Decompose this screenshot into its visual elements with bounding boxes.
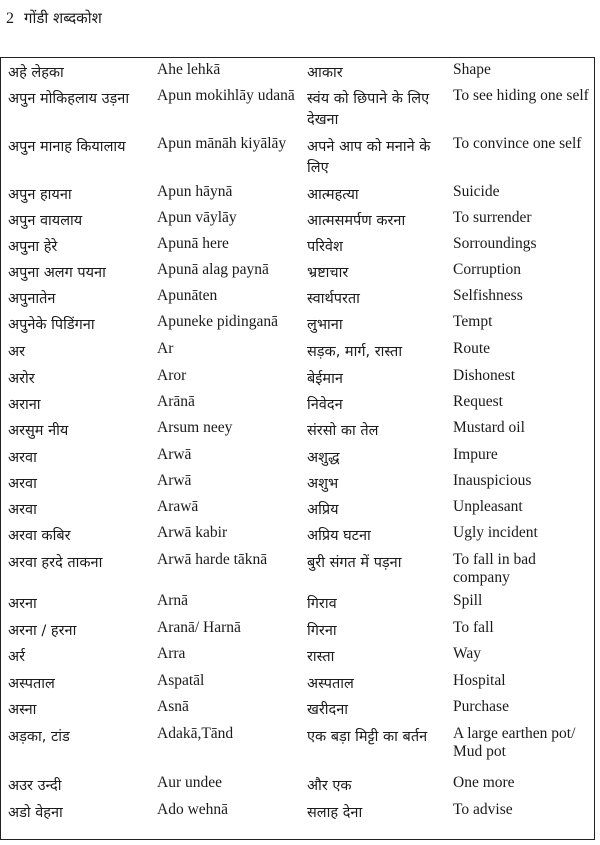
table-row	[1, 619, 594, 645]
gondi-term: अस्पताल	[8, 676, 55, 692]
english-meaning: Shape	[453, 61, 491, 78]
running-title: गोंडी शब्दकोश	[24, 9, 102, 27]
english-meaning: Mustard oil	[453, 419, 525, 436]
english-meaning: Corruption	[453, 261, 522, 278]
hindi-meaning: अपने आप को मनाने के लिए	[307, 139, 431, 176]
english-meaning: Selfishness	[453, 287, 523, 304]
roman-transliteration: Adakā,Tānd	[157, 725, 234, 742]
english-meaning: Dishonest	[453, 367, 515, 384]
hindi-meaning: स्वार्थपरता	[307, 291, 360, 307]
table-row	[1, 393, 594, 419]
roman-transliteration: Arra	[157, 645, 186, 662]
roman-transliteration: Arwā harde tāknā	[157, 551, 268, 568]
dictionary-rows	[1, 61, 594, 827]
gondi-term: अउर उन्दी	[8, 778, 62, 794]
hindi-meaning: सलाह देना	[307, 805, 363, 821]
gondi-term: अपुन मानाह कियालाय	[8, 139, 126, 155]
roman-transliteration: Aror	[157, 367, 187, 384]
roman-transliteration: Ahe lehkā	[157, 61, 221, 78]
gondi-term: अरवा हरदे ताकना	[8, 555, 103, 571]
roman-transliteration: Aur undee	[157, 774, 222, 791]
english-meaning: Purchase	[453, 698, 509, 715]
english-meaning: To convince one self	[453, 135, 582, 152]
gondi-term: अर्र	[8, 649, 26, 665]
table-row	[1, 592, 594, 619]
roman-transliteration: Arawā	[157, 498, 199, 515]
table-row	[1, 367, 594, 393]
roman-transliteration: Apuneke pidinganā	[157, 313, 278, 330]
table-row	[1, 419, 594, 446]
english-meaning: To advise	[453, 801, 513, 818]
gondi-term: अपुनातेन	[8, 291, 56, 307]
roman-transliteration: Apun mokihlāy udanā	[157, 87, 295, 104]
hindi-meaning: गिराव	[307, 596, 337, 612]
table-row	[1, 551, 594, 592]
dictionary-table	[0, 57, 595, 840]
page-number: 2	[6, 10, 14, 27]
english-meaning: Unpleasant	[453, 498, 523, 515]
english-meaning: Impure	[453, 446, 498, 463]
hindi-meaning: एक बड़ा मिट्टी का बर्तन	[307, 729, 428, 745]
hindi-meaning: रास्ता	[307, 649, 335, 665]
english-meaning: One more	[453, 774, 515, 791]
roman-transliteration: Asnā	[157, 698, 189, 715]
gondi-term: अर	[8, 344, 26, 360]
hindi-meaning: अप्रिय	[307, 502, 339, 518]
gondi-term: अराना	[8, 397, 41, 413]
table-row	[1, 446, 594, 472]
english-meaning: Hospital	[453, 672, 506, 689]
roman-transliteration: Apunāten	[157, 287, 218, 304]
gondi-term: अरसुम नीय	[8, 423, 69, 439]
hindi-meaning: अशुभ	[307, 476, 339, 492]
roman-transliteration: Ar	[157, 340, 174, 357]
english-meaning: Way	[453, 645, 482, 662]
english-meaning: Suicide	[453, 183, 500, 200]
hindi-meaning: स्वंय को छिपाने के लिए देखना	[307, 91, 430, 128]
gondi-term: अस्ना	[8, 702, 37, 718]
gondi-term: अड़का, टांड	[8, 729, 70, 745]
roman-transliteration: Apunā here	[157, 235, 229, 252]
table-row	[1, 672, 594, 698]
roman-transliteration: Arwā kabir	[157, 524, 228, 541]
hindi-meaning: भ्रष्टाचार	[307, 265, 349, 281]
english-meaning: Ugly incident	[453, 524, 538, 541]
english-meaning: Sorroundings	[453, 235, 537, 252]
hindi-meaning: संरसो का तेल	[307, 423, 379, 439]
table-row	[1, 698, 594, 725]
table-row	[1, 524, 594, 551]
english-meaning: Tempt	[453, 313, 493, 330]
table-row	[1, 235, 594, 261]
table-row	[1, 725, 594, 774]
roman-transliteration: Aspatāl	[157, 672, 205, 689]
gondi-term: अपुन मोकिहलाय उड़ना	[8, 91, 130, 107]
gondi-term: अपुन हायना	[8, 187, 72, 203]
roman-transliteration: Apun vāylāy	[157, 209, 237, 226]
gondi-term: अरना	[8, 596, 37, 612]
table-row	[1, 183, 594, 209]
roman-transliteration: Aranā/ Harnā	[157, 619, 241, 636]
table-row	[1, 209, 594, 235]
roman-transliteration: Arānā	[157, 393, 195, 410]
table-row	[1, 472, 594, 498]
table-row	[1, 801, 594, 827]
english-meaning: To fall in bad company	[453, 551, 536, 586]
gondi-term: अपुना अलग पयना	[8, 265, 106, 281]
roman-transliteration: Arwā	[157, 446, 192, 463]
gondi-term: अपुनेके पिडिंगना	[8, 317, 95, 333]
table-row	[1, 645, 594, 672]
roman-transliteration: Apun mānāh kiyālāy	[157, 135, 287, 152]
english-meaning: Request	[453, 393, 503, 410]
gondi-term: अपुना हेरे	[8, 239, 58, 255]
gondi-term: अरवा	[8, 502, 37, 518]
page-header	[6, 8, 102, 28]
english-meaning: To see hiding one self	[453, 87, 589, 104]
english-meaning: Spill	[453, 592, 483, 609]
table-row	[1, 498, 594, 524]
gondi-term: अपुन वायलाय	[8, 213, 83, 229]
hindi-meaning: अस्पताल	[307, 676, 354, 692]
table-row	[1, 774, 594, 801]
english-meaning: To fall	[453, 619, 494, 636]
table-row	[1, 287, 594, 313]
hindi-meaning: निवेदन	[307, 397, 343, 413]
gondi-term: अरवा कबिर	[8, 528, 71, 544]
gondi-term: अहे लेहका	[8, 65, 64, 81]
table-row	[1, 340, 594, 367]
hindi-meaning: अप्रिय घटना	[307, 528, 371, 544]
hindi-meaning: परिवेश	[307, 239, 343, 255]
table-row	[1, 135, 594, 183]
hindi-meaning: बुरी संगत में पड़ना	[307, 555, 402, 571]
hindi-meaning: खरीदना	[307, 702, 349, 718]
hindi-meaning: सड़क, मार्ग, रास्ता	[307, 344, 403, 360]
hindi-meaning: आकार	[307, 65, 343, 81]
roman-transliteration: Arsum neey	[157, 419, 233, 436]
gondi-term: अरवा	[8, 450, 37, 466]
roman-transliteration: Arwā	[157, 472, 192, 489]
hindi-meaning: और एक	[307, 778, 352, 794]
english-meaning: Route	[453, 340, 491, 357]
english-meaning: A large earthen pot/ Mud pot	[453, 725, 576, 760]
gondi-term: अरना / हरना	[8, 623, 77, 639]
roman-transliteration: Arnā	[157, 592, 188, 609]
gondi-term: अडो वेहना	[8, 805, 63, 821]
hindi-meaning: गिरना	[307, 623, 337, 639]
table-row	[1, 61, 594, 87]
gondi-term: अरोर	[8, 371, 35, 387]
hindi-meaning: आत्महत्या	[307, 187, 359, 203]
english-meaning: To surrender	[453, 209, 532, 226]
hindi-meaning: लुभाना	[307, 317, 343, 333]
hindi-meaning: बेईमान	[307, 371, 343, 387]
roman-transliteration: Apunā alag paynā	[157, 261, 269, 278]
table-row	[1, 87, 594, 135]
table-row	[1, 261, 594, 287]
roman-transliteration: Apun hāynā	[157, 183, 233, 200]
hindi-meaning: अशुद्ध	[307, 450, 340, 466]
english-meaning: Inauspicious	[453, 472, 532, 489]
roman-transliteration: Ado wehnā	[157, 801, 229, 818]
hindi-meaning: आत्मसमर्पण करना	[307, 213, 406, 229]
gondi-term: अरवा	[8, 476, 37, 492]
table-row	[1, 313, 594, 340]
